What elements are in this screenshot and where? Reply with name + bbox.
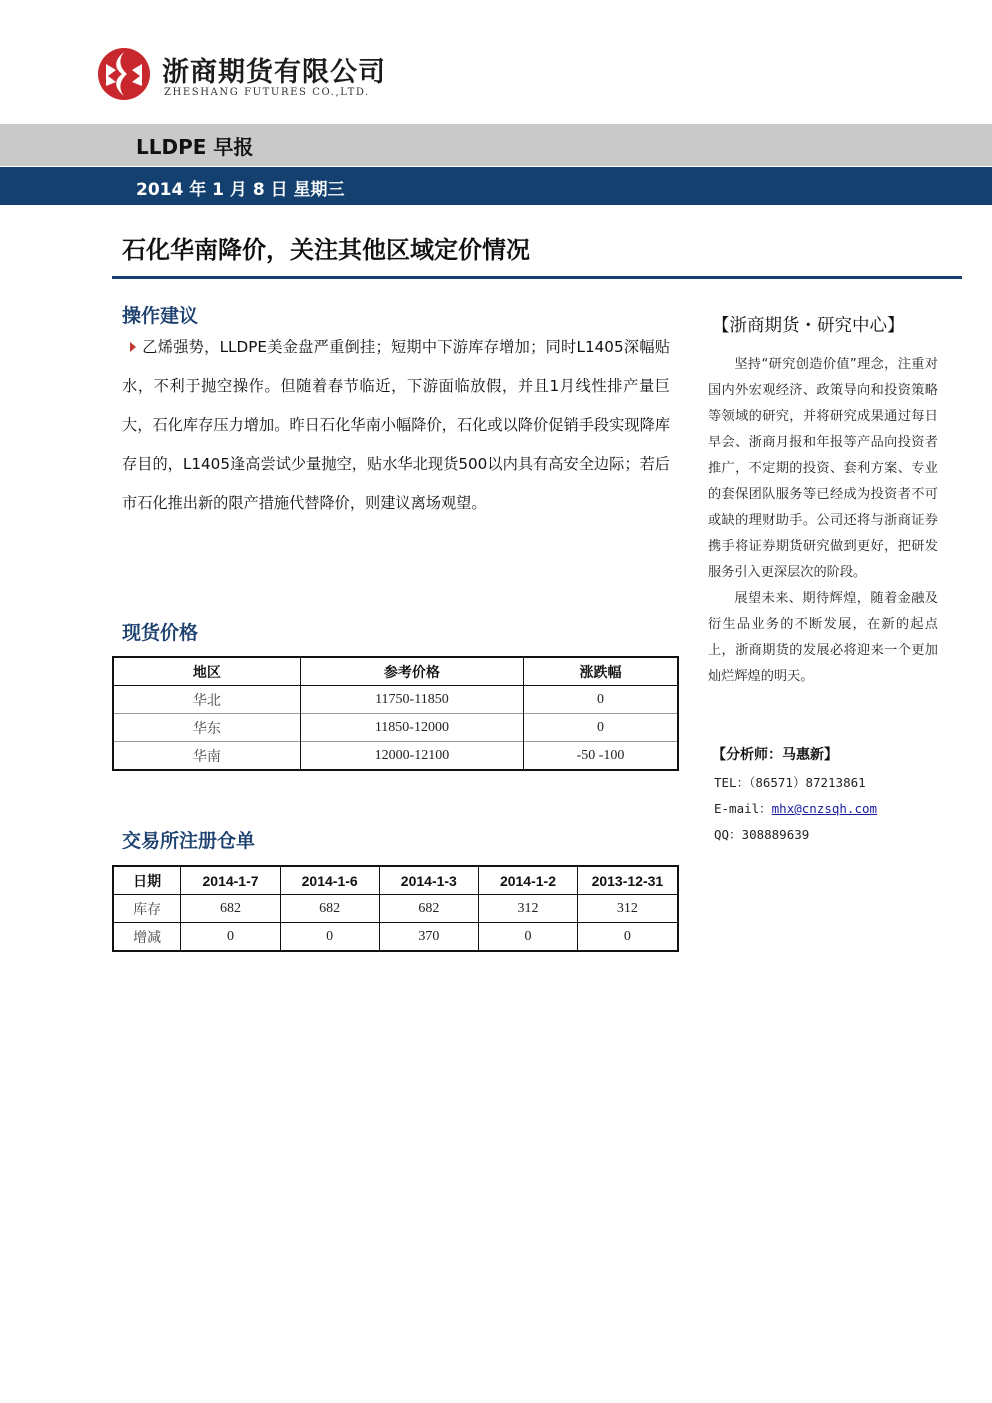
column-header: 2014-1-3 (379, 866, 479, 895)
advice-text: 乙烯强势，LLDPE美金盘严重倒挂；短期中下游库存增加；同时L1405深幅贴水，不利于抛空操作。但随着春节临近，下游面临放假，并且1月线性排产量巨大，石化库存压力增加。昨日石化华南小幅降价，石化或以降价促销手段实现降库存目的，L1405逢高尝试少量抛空，贴水华北现货500以内具有高安全边际；若后市石化推出新的限产措施代替降价，则建议离场观望。 (122, 338, 670, 512)
sidebar-title: 【浙商期货・研究中心】 (712, 316, 905, 336)
table-cell: 0 (524, 686, 678, 714)
analyst-qq: QQ：308889639 (714, 827, 810, 842)
section-title-advice: 操作建议 (122, 305, 199, 327)
table-cell: 0 (577, 923, 678, 952)
table-row (113, 686, 678, 714)
table-cell: 华南 (113, 742, 300, 771)
table-cell: 华东 (113, 714, 300, 742)
company-name-en: ZHESHANG FUTURES CO.,LTD. (164, 87, 370, 98)
table-cell: 370 (379, 923, 479, 952)
section-title-spot: 现货价格 (122, 622, 199, 644)
table-row (113, 714, 678, 742)
column-header: 涨跌幅 (524, 657, 678, 686)
table-header-row (113, 657, 678, 686)
table-cell: 682 (280, 895, 379, 923)
table-cell: 682 (181, 895, 281, 923)
table-cell: 0 (479, 923, 578, 952)
headline: 石化华南降价，关注其他区域定价情况 (122, 236, 530, 264)
analyst-phone: TEL：（86571）87213861 (714, 775, 866, 790)
red-triangle-bullet-icon (130, 342, 136, 352)
table-cell: 12000-12100 (300, 742, 523, 771)
column-header: 参考价格 (300, 657, 523, 686)
column-header: 2013-12-31 (577, 866, 678, 895)
table-cell: 11750-11850 (300, 686, 523, 714)
table-cell: 库存 (113, 895, 181, 923)
table-cell: 312 (479, 895, 578, 923)
sidebar-paragraph: 展望未来、期待辉煌，随着金融及衍生品业务的不断发展，在新的起点上，浙商期货的发展必将迎来一个更加灿烂辉煌的明天。 (708, 591, 938, 684)
column-header: 日期 (113, 866, 181, 895)
table-cell: 增减 (113, 923, 181, 952)
table-row (113, 742, 678, 771)
headline-divider (112, 276, 962, 279)
column-header: 2014-1-2 (479, 866, 578, 895)
zheshang-logo-icon (96, 46, 152, 102)
column-header: 地区 (113, 657, 300, 686)
table-cell: -50 -100 (524, 742, 678, 771)
table-row (113, 923, 678, 952)
column-header: 2014-1-6 (280, 866, 379, 895)
report-type: LLDPE 早报 (136, 135, 254, 159)
table-cell: 0 (181, 923, 281, 952)
advice-paragraph (122, 328, 670, 523)
table-cell: 华北 (113, 686, 300, 714)
column-header: 2014-1-7 (181, 866, 281, 895)
section-title-warrant: 交易所注册仓单 (122, 830, 256, 852)
table-cell: 312 (577, 895, 678, 923)
table-cell: 682 (379, 895, 479, 923)
table-row (113, 895, 678, 923)
table-cell: 11850-12000 (300, 714, 523, 742)
company-name-cn: 浙商期货有限公司 (162, 57, 386, 88)
sidebar-paragraph: 坚持“研究创造价值”理念，注重对国内外宏观经济、政策导向和投资策略等领域的研究，并将研究成果通过每日早会、浙商月报和年报等产品向投资者推广，不定期的投资、套利方案、专业的套保团队服务等已经成为投资者不可或缺的理财助手。公司还将与浙商证券携手将证券期货研究做到更好，把研发服务引入更深层次的阶段。 (708, 357, 938, 580)
analyst-name: 【分析师：马惠新】 (712, 747, 838, 763)
sidebar-body (708, 352, 938, 690)
spot-price-table (112, 656, 679, 771)
email-label: E-mail： (714, 801, 772, 816)
analyst-email-row (714, 799, 877, 817)
table-header-row (113, 866, 678, 895)
table-cell: 0 (524, 714, 678, 742)
email-link[interactable]: mhx@cnzsqh.com (771, 801, 878, 816)
report-date: 2014 年 1 月 8 日 星期三 (136, 180, 345, 200)
table-cell: 0 (280, 923, 379, 952)
warrant-table (112, 865, 679, 952)
